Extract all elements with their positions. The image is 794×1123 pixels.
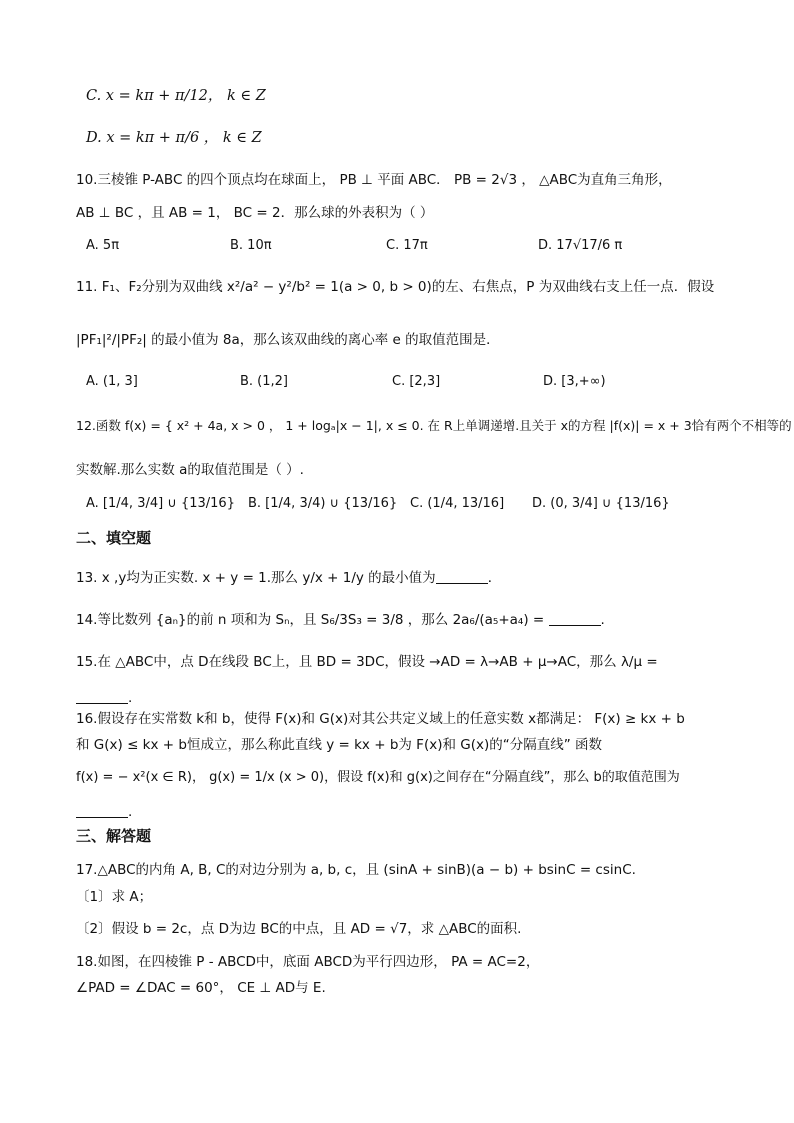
question-16-cont: 和 G(x) ≤ kx + b恒成立，那么称此直线 y = kx + b为 F(x)和 G(x)的“分隔直线” 函数 — [76, 737, 603, 753]
question-10: 10.三棱锥 P-ABC 的四个顶点均在球面上， PB ⊥ 平面 ABC． PB = 2√3 ， △ABC为直角三角形， — [76, 172, 672, 188]
question-12: 12.函数 f(x) = { x² + 4a, x > 0 ， 1 + logₐ|x − 1|, x ≤ 0. 在 R上单调递增.且关于 x的方程 |f(x)| = x + 3恰有两个不相等的 — [76, 418, 792, 433]
option-line: D. x = kπ + π/6 ， k ∈ Z — [86, 130, 262, 146]
option-d: D. [3,+∞) — [543, 374, 606, 389]
option-c: C. 17π — [386, 238, 428, 253]
option-b: B. (1,2] — [240, 374, 289, 389]
question-10-cont: AB ⊥ BC ，且 AB = 1， BC = 2．那么球的外表积为（ ） — [76, 205, 434, 221]
question-17-part-2: 〔2〕假设 b = 2c，点 D为边 BC的中点，且 AD = √7，求 △ABC的面积. — [76, 921, 522, 937]
option-c: C. [2,3] — [392, 374, 441, 389]
section-heading: 二、填空题 — [76, 529, 152, 547]
option-a: A. 5π — [86, 238, 120, 253]
option-d: D. 17√17/6 π — [538, 238, 623, 253]
answer-blank — [436, 583, 488, 584]
question-14: 14.等比数列 {aₙ}的前 n 项和为 Sₙ，且 S₆/3S₃ = 3/8 ，那么 2a₆/(a₅+a₄) = . — [76, 612, 605, 628]
question-18: 18.如图，在四棱锥 P - ABCD中，底面 ABCD为平行四边形， PA = AC=2， — [76, 954, 540, 970]
question-11: 11. F₁、F₂分别为双曲线 x²/a² − y²/b² = 1(a > 0, b > 0)的左、右焦点，P 为双曲线右支上任一点．假设 — [76, 279, 715, 295]
section-heading: 三、解答题 — [76, 827, 152, 845]
question-13: 13. x ,y均为正实数. x + y = 1.那么 y/x + 1/y 的最小值为 ． — [76, 570, 502, 586]
answer-blank — [549, 625, 601, 626]
option-c: C. (1/4, 13/16] — [410, 496, 505, 511]
answer-blank — [76, 817, 128, 818]
option-d: D. (0, 3/4] ∪ {13/16} — [532, 496, 670, 511]
question-18-cont: ∠PAD = ∠DAC = 60°， CE ⊥ AD与 E. — [76, 980, 326, 996]
question-12-cont: 实数解.那么实数 a的取值范围是（ ）. — [76, 462, 304, 478]
question-11-cont: |PF₁|²/|PF₂| 的最小值为 8a，那么该双曲线的离心率 e 的取值范围是． — [76, 332, 500, 348]
option-b: B. [1/4, 3/4) ∪ {13/16} — [248, 496, 398, 511]
question-17-part-1: 〔1〕求 A； — [76, 889, 153, 905]
question-16-cont: f(x) = − x²(x ∈ R)， g(x) = 1/x (x > 0)，假设 f(x)和 g(x)之间存在“分隔直线”，那么 b的取值范围为 — [76, 770, 680, 785]
option-a: A. [1/4, 3/4] ∪ {13/16} — [86, 496, 235, 511]
question-17: 17.△ABC的内角 A, B, C的对边分别为 a, b, c，且 (sinA + sinB)(a − b) + bsinC = csinC. — [76, 862, 636, 878]
answer-line: . — [76, 688, 132, 708]
answer-blank — [76, 703, 128, 704]
question-15: 15.在 △ABC中，点 D在线段 BC上，且 BD = 3DC，假设 →AD = λ→AB + μ→AC，那么 λ/μ = — [76, 654, 658, 670]
answer-line: . — [76, 802, 132, 822]
question-text: 14.等比数列 {aₙ}的前 n 项和为 Sₙ，且 S₆/3S₃ = 3/8 ，那么 2a₆/(a₅+a₄) = — [76, 612, 545, 628]
question-text: 13. x ,y均为正实数. x + y = 1.那么 y/x + 1/y 的最小值为 — [76, 570, 436, 586]
option-b: B. 10π — [230, 238, 272, 253]
option-a: A. (1, 3] — [86, 374, 138, 389]
question-16: 16.假设存在实常数 k和 b，使得 F(x)和 G(x)对其公共定义域上的任意实数 x都满足： F(x) ≥ kx + b — [76, 711, 685, 727]
option-line: C. x = kπ + π/12， k ∈ Z — [86, 88, 266, 104]
